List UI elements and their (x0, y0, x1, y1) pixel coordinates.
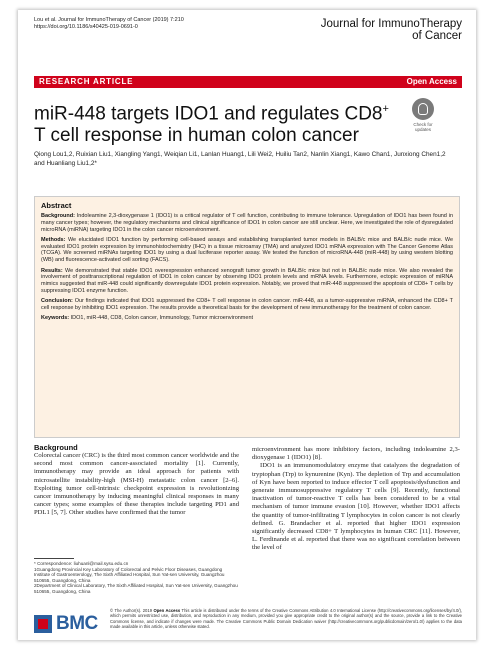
author-list: Qiong Lou1,2, Ruixian Liu1, Xiangling Yang1, Weiqian Li1, Lanlan Huang1, Lili Wei2, Huiliu Tan2, Nanlin Xiang1, Kawo Chan1, Junxiong Chen1,2 and Huanliang Liu1,2* (34, 151, 446, 167)
bmc-logo (34, 613, 98, 637)
background-section-heading: Background (34, 443, 78, 452)
results-label: Results: (41, 267, 63, 274)
article-page (18, 10, 476, 640)
footnote-divider (34, 558, 74, 559)
article-title (34, 98, 394, 147)
license-lead: © The Author(s). 2019 (110, 608, 154, 613)
footnote-block (34, 558, 239, 595)
bmc-logo-text: BMC (56, 613, 98, 634)
conclusion-text: Our findings indicated that IDO1 suppressed the CD8+ T cell response in colon cancer. miR-448, as a tumor-suppressive miRNA, enhanced the CD8+ T cell response by inhibiting IDO1 expression. The results provide a theoretical basis for the development of new immunotherapy for the treatment of colon cancer. (41, 298, 453, 312)
journal-title-line1: Journal for ImmunoTherapy (320, 18, 462, 30)
body-paragraph: microenvironment has more inhibitory factors, including indoleamine 2,3-dioxygenase 1 (IDO1) [8]. (252, 446, 460, 462)
background-text: Indoleamine 2,3-dioxygenase 1 (IDO1) is a critical regulator of T cell function, contributing to immune tolerance. Upregulation of IDO1 has been found in many cancer types; however, the regulatory mechanisms and clinical significance of IDO1 in colon cancer are still unclear. Here, we investigated the role of dysregulated microRNA (miRNA) targeting IDO1 in the colon cancer microenvironment. (41, 213, 453, 233)
title-superscript: + (382, 103, 389, 115)
conclusion-label: Conclusion: (41, 298, 73, 305)
affiliation-2: 2Department of Clinical Laboratory, The Sixth Affiliated Hospital, Sun Yat-sen University, Guangzhou 510655, Guangdong, China (34, 583, 238, 594)
abstract-heading: Abstract (41, 201, 72, 210)
abstract-keywords (41, 315, 453, 322)
check-for-updates-badge[interactable] (408, 98, 438, 132)
check-updates-label: Check for updates (413, 122, 433, 132)
check-updates-icon (412, 98, 434, 120)
body-paragraph: Colorectal cancer (CRC) is the third most common cancer worldwide and the second most common cancer-associated mortality [1]. Currently, immunotherapy may provide an ideal approach for patients with microsatellite instability-high (MSI-H) metastatic colon cancer [2–6]. Exploiting tumor cell-intrinsic checkpoint expression is revolutionizing cancer immunotherapy by inducing meaningful clinical responses in many cancer types; some examples of these therapies include targeting PD1 and PDL1 [5, 7]. Other studies have confirmed that the tumor (34, 452, 239, 517)
keywords-label: Keywords: (41, 315, 70, 322)
keywords-text: IDO1, miR-448, CD8, Colon cancer, Immunology, Tumor microenvironment (69, 315, 254, 322)
journal-title (292, 18, 462, 42)
abstract-background (41, 213, 453, 233)
affiliation-1: 1Guangdong Provincial Key Laboratory of Colorectal and Pelvic Floor Diseases, Guangdong Institute of Gastroenterology, The Sixth Affiliated Hospital, Sun Yat-sen University, Guangzhou 510655, Guangdong, China (34, 566, 225, 583)
abstract-conclusion (41, 298, 453, 312)
body-right-column (252, 446, 460, 553)
license-text: This article is distributed under the terms of the Creative Commons Attribution 4.0 International License (http://creativecommons.org/licenses/by/4.0/), which permits unrestricted use, distribution, and reproduction in any medium, provided you give appropriate credit to the original author(s) and the source, provide a link to the Creative Commons license, and indicate if changes were made. The Creative Commons Public Domain Dedication waiver (http://creativecommons.org/publicdomain/zero/1.0/) applies to the data made available in this article, unless otherwise stated. (110, 608, 463, 629)
bmc-logo-icon (34, 615, 52, 633)
open-access-label: Open Access (406, 77, 457, 86)
license-statement (110, 608, 462, 629)
citation-line: Lou et al. Journal for ImmunoTherapy of Cancer (2019) 7:210 (34, 17, 184, 23)
title-part1: miR-448 targets IDO1 and regulates CD8 (34, 103, 383, 125)
abstract-results (41, 268, 453, 295)
title-part2: T cell response in human colon cancer (34, 125, 359, 147)
article-type-label: RESEARCH ARTICLE (39, 77, 134, 86)
background-label: Background: (41, 213, 75, 219)
methods-label: Methods: (41, 236, 66, 243)
body-paragraph: IDO1 is an immunomodulatory enzyme that catalyzes the degradation of tryptophan (Trp) to kynurenine (Kyn). The depletion of Trp and accumulation of Kyn have been reported to induce effector T cell apoptosis/dysfunction and generate immunosuppressive regulatory T cells [9]. Recently, functional inactivation of tumor-reactive T cells has been considered to be a vital mechanism of tumor immune evasion [10]. However, whether IDO1 affects the quantity of tumor-infiltrating T lymphocytes in colon cancer is not clearly defined. G. Brandacher et al. reported that higher IDO1 expression significantly decreased CD8+ T lymphocytes in human CRC [11]. However, L. Ferdinande et al. reported that there was no significant correlation between the level of (252, 462, 460, 552)
article-type-band (34, 76, 462, 88)
journal-title-line2: of Cancer (412, 30, 462, 42)
abstract-methods (41, 237, 453, 264)
abstract-box (34, 196, 460, 438)
citation-block (34, 17, 234, 31)
body-left-column (34, 443, 239, 518)
license-open-access: Open Access (153, 608, 181, 613)
correspondence-email[interactable]: * Correspondence: liuhuanl@mail.sysu.edu.cn (34, 561, 129, 566)
doi-link[interactable]: https://doi.org/10.1186/s40425-019-0691-0 (34, 24, 138, 30)
results-text: We demonstrated that stable IDO1 overexpression enhanced xenograft tumor growth in BALB/c mice but not in BALB/c nude mice. We also revealed the involvement of posttranscriptional regulation of IDO1 in colon cancer by observing IDO1 protein levels and mRNA levels. Furthermore, ectopic expression of miRNA mimics suggested that miR-448 could significantly downregulate IDO1 protein expression. Notably, we proved that miR-448 suppressed the apoptosis of CD8+ T cells by suppressing IDO1 enzyme function. (41, 267, 453, 294)
methods-text: We elucidated IDO1 function by performing cell-based assays and establishing transplanted tumor models in BALB/c mice and BALB/c nude mice. We evaluated IDO1 protein expression by immunohistochemistry (IHC) in a tissue microarray (TMA) and analyzed IDO1 mRNA expression with The Cancer Genome Atlas (TCGA). We screened miRNAs targeting IDO1 by using a dual luciferase reporter assay. We tested the function of microRNA-448 (miR-448) by using western blotting (WB) and fluorescence-activated cell sorting (FACS). (41, 236, 453, 264)
